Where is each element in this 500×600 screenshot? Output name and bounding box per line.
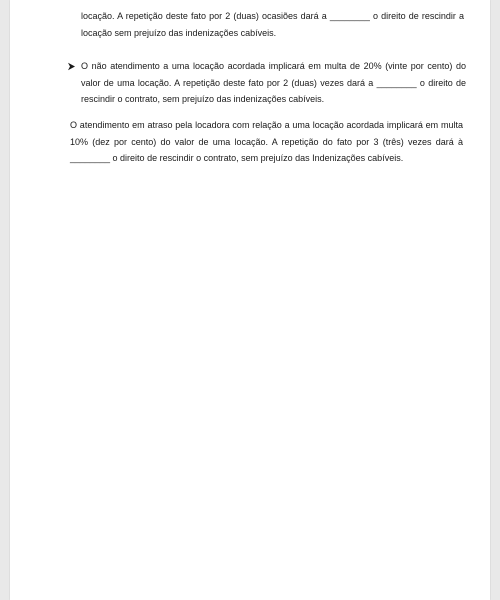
paragraph-non-attendance-fine: O não atendimento a uma locação acordada implicará em multa de 20% (vinte por cento) do valor de uma locação. A repetição deste fato por 2 (duas) vezes dará a ________ o direito de rescindir o contrato, sem prejuízo das indenizações cabíveis. [81,61,466,104]
document-page [10,0,490,600]
arrow-bullet-icon [67,58,79,74]
paragraph-rescission-occasions: locação. A repetição deste fato por 2 (duas) ocasiões dará a ________ o direito de rescindir a locação sem prejuízo das indenizações cabíveis. [81,11,464,38]
paragraph-late-attendance-fine: O atendimento em atraso pela locadora com relação a uma locação acordada implicará em multa 10% (dez por cento) do valor de uma locação. A repetição do fato por 3 (três) vezes dará à ________ o direito de rescindir o contrato, sem prejuízo das Indenizações cabíveis. [70,120,463,163]
